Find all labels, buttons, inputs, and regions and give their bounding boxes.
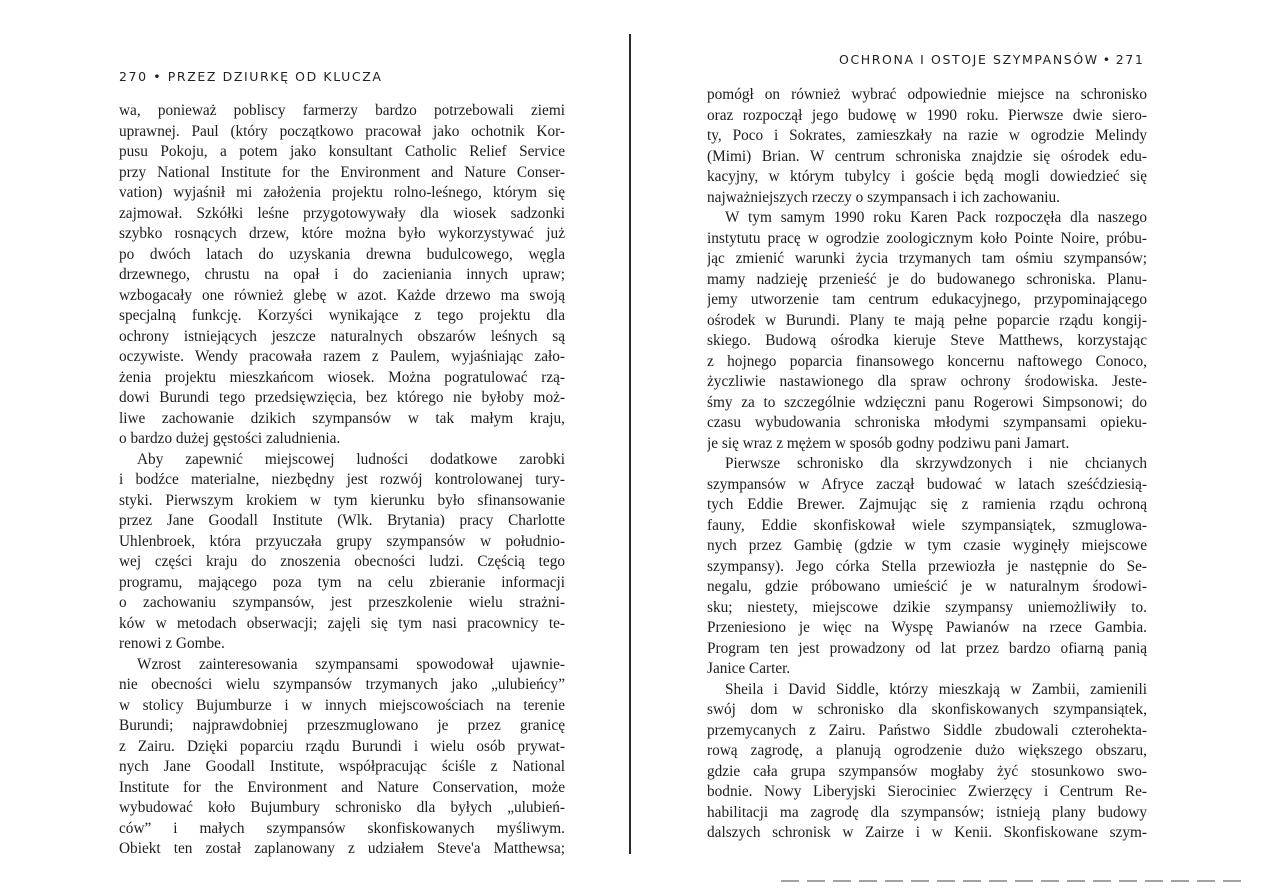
text-line: Uhlenbroek, która przyuczała grupy szympansów w południo- [119, 532, 565, 550]
text-line: zajmował. Szkółki leśne przygotowywały dla wiosek sadzonki [119, 204, 565, 222]
text-line: nie obecności wielu szympansów trzymanych jako „ulubieńcy” [119, 676, 565, 693]
text-line: ty, Poco i Sokrates, zamieszkały na razie w ogrodzie Melindy [707, 127, 1147, 144]
text-line: szybko rosnących drzew, które można było wykorzystywać już [119, 225, 565, 242]
text-line: śmy za to szczególnie wdzięczni panu Rogerowi Simpsonowi; do [707, 393, 1147, 411]
text-line: swój dom w schronisko dla skonfiskowanych szympansiątek, [707, 701, 1147, 718]
right-page [631, 0, 1262, 894]
text-line: przy National Institute for the Environment and Nature Conser- [119, 163, 565, 181]
text-line: i bodźce materialne, niezbędny jest rozwój kontrolowanej tury- [119, 471, 565, 488]
text-line: sku; niestety, miejscowe dzikie szympansy uniemożliwiły to. [707, 598, 1147, 616]
text-line: Obiekt ten został zaplanowany z udziałem Steve'a Matthewsa; [119, 840, 565, 857]
text-line: Aby zapewnić miejscowej ludności dodatkowe zarobki [137, 450, 565, 468]
text-line: drzewnego, chrustu na opał i do zacieniania innych upraw; [119, 266, 565, 283]
text-line: (Mimi) Brian. W centrum schroniska znajdzie się ośrodek edu- [707, 147, 1147, 165]
text-line: o bardzo dużej gęstości zaludnienia. [119, 430, 341, 447]
text-line: dowi Burundi tego przedsięwzięcia, bez którego nie byłoby moż- [119, 389, 565, 406]
text-line: negalu, gdzie próbowano umieścić je w naturalnym środowi- [707, 578, 1147, 595]
text-line: ochrony istniejących jeszcze naturalnych obszarów leśnych są [119, 327, 565, 345]
text-line: liwe zachowanie dzikich szympansów w tak małym kraju, [119, 409, 565, 427]
text-line: Janice Carter. [707, 660, 791, 677]
text-line: wybudować koło Bujumbury schronisko dla byłych „ulubień- [119, 799, 565, 816]
text-line: z Zairu. Dzięki poparciu rządu Burundi i wielu osób prywat- [119, 737, 565, 755]
text-line: styki. Pierwszym krokiem w tym kierunku było sfinansowanie [119, 491, 565, 509]
text-line: mamy nadzieję przenieść je do budowanego schroniska. Planu- [707, 270, 1147, 288]
text-line: Institute for the Environment and Nature Conservation, może [119, 778, 565, 796]
text-line: instytutu pracę w ogrodzie zoologicznym koło Pointe Noire, próbu- [707, 229, 1147, 247]
text-line: o zachowaniu szympansów, jest przeszkolenie wielu strażni- [119, 594, 565, 611]
text-line: ośrodek w Burundi. Plany te mają pełne poparcie rządu kongij- [707, 311, 1147, 329]
text-line: Sheila i David Siddle, którzy mieszkają w Zambii, zamienili [725, 680, 1147, 698]
text-line: przemycanych z Zairu. Państwo Siddle zbudowali czterohekta- [707, 721, 1147, 739]
text-line: programu, mającego poza tym na celu zbieranie informacji [119, 573, 565, 591]
text-line: jąc zmienić warunki życia trzymanych tam ośmiu szympansów; [707, 250, 1147, 267]
text-line: wzbogacały one również glebę w azot. Każde drzewo ma swoją [119, 286, 565, 304]
text-line: kacyjny, w którym tubylcy i goście będą mogli dowiedzieć się [707, 168, 1147, 185]
text-line: jemy utworzenie tam centrum edukacyjnego, przypominającego [707, 291, 1147, 308]
text-line: ców” i małych szympansów skonfiskowanych myśliwym. [119, 819, 565, 837]
text-line: z hojnego poparcia finansowego koncernu naftowego Conoco, [707, 352, 1147, 370]
text-line: wa, ponieważ pobliscy farmerzy bardzo potrzebowali ziemi [119, 102, 565, 119]
text-line: pusu Pokoju, a potem jako konsultant Catholic Relief Service [119, 143, 565, 160]
text-line: Program ten jest prowadzony od lat przez bardzo ofiarną panią [707, 639, 1147, 657]
text-line: oczywiste. Wendy pracowała razem z Paulem, wyjaśniając zało- [119, 348, 565, 365]
text-line: rową zagrodę, a planują ogrodzenie dużo większego obszaru, [707, 742, 1147, 759]
text-line: czasu wybudowania schroniska młodymi szympansami opieku- [707, 414, 1147, 431]
left-running-head: 270 • PRZEZ DZIURKĘ OD KLUCZA [119, 69, 383, 84]
text-line: szympansy). Jego córka Stella przewiozła je następnie do Se- [707, 557, 1147, 575]
text-line: skiego. Budową ośrodka kieruje Steve Matthews, korzystając [707, 332, 1147, 349]
text-line: bodnie. Nowy Liberyjski Sierociniec Zwierzęcy i Centrum Re- [707, 783, 1147, 800]
text-line: dalszych schronisk w Zairze i w Kenii. Skonfiskowane szym- [707, 824, 1147, 841]
text-line: szympansów w Afryce zaczął budować w latach sześćdziesią- [707, 475, 1147, 493]
text-line: vation) wyjaśnił mi założenia projektu rolno-leśnego, którym się [119, 184, 565, 201]
text-line: Pierwsze schronisko dla skrzywdzonych i nie chcianych [725, 455, 1147, 472]
text-line: ków w metodach obserwacji; zajęli się tym nasi pracownicy te- [119, 614, 565, 632]
text-line: oraz rozpoczął jego budowę w 1990 roku. Pierwsze dwie siero- [707, 106, 1147, 124]
text-line: gdzie cała grupa szympansów mogłaby żyć stosunkowo swo- [707, 762, 1147, 780]
right-text-column [707, 85, 1147, 844]
text-line: pomógł on również wybrać odpowiednie miejsce na schronisko [707, 86, 1147, 103]
text-line: nych przez Gambię (gdzie w tym czasie wyginęły miejscowe [707, 537, 1147, 554]
text-line: tych Eddie Brewer. Zajmując się z ramienia rządu ochroną [707, 496, 1147, 513]
text-line: w stolicy Bujumburze i w innych miejscowościach na terenie [119, 696, 565, 714]
text-line: po dwóch latach do uzyskania drewna budulcowego, węgla [119, 245, 565, 263]
text-line: najważniejszych rzeczy o szympansach i ich zachowaniu. [707, 188, 1060, 206]
text-line: W tym samym 1990 roku Karen Pack rozpoczęła dla naszego [725, 209, 1147, 226]
text-line: uprawnej. Paul (który początkowo pracował jako ochotnik Kor- [119, 122, 565, 140]
text-line: życzliwie nastawionego dla spraw ochrony środowiska. Jeste- [707, 373, 1147, 390]
left-page [0, 0, 630, 894]
text-line: specjalną funkcję. Korzyści wynikające z tego projektu dla [119, 307, 565, 324]
text-line: nych Jane Goodall Institute, współpracując ściśle z National [119, 758, 565, 775]
text-line: Przeniesiono je więc na Wyspę Pawianów na rzece Gambia. [707, 619, 1147, 636]
text-line: fauny, Eddie skonfiskował wiele szympansiątek, szmuglowa- [707, 516, 1147, 534]
text-line: je się wraz z mężem w sposób godny podziwu pani Jamart. [707, 434, 1070, 452]
text-line: Burundi; najprawdobniej przeszmuglowano je przez granicę [119, 717, 565, 734]
text-line: przez Jane Goodall Institute (Wlk. Brytania) pracy Charlotte [119, 512, 565, 529]
left-text-column [119, 101, 565, 860]
right-page-number: 271 [1115, 52, 1145, 67]
right-running-head [839, 52, 1144, 67]
text-line: Wzrost zainteresowania szympansami spowodował ujawnie- [137, 655, 565, 673]
text-line: renowi z Gombe. [119, 635, 225, 652]
running-head-separator: • [1102, 52, 1112, 67]
text-line: habilitacji ma zagrodę dla szympansów; istnieją plany budowy [707, 803, 1147, 821]
text-line: wej części kraju do znoszenia obecności ludzi. Częścią tego [119, 553, 565, 570]
text-line: żenia projektu mieszkańcom wiosek. Można pogratulować rzą- [119, 368, 565, 386]
scan-smudge [781, 880, 1241, 882]
right-running-head-title: OCHRONA I OSTOJE SZYMPANSÓW [839, 52, 1099, 67]
